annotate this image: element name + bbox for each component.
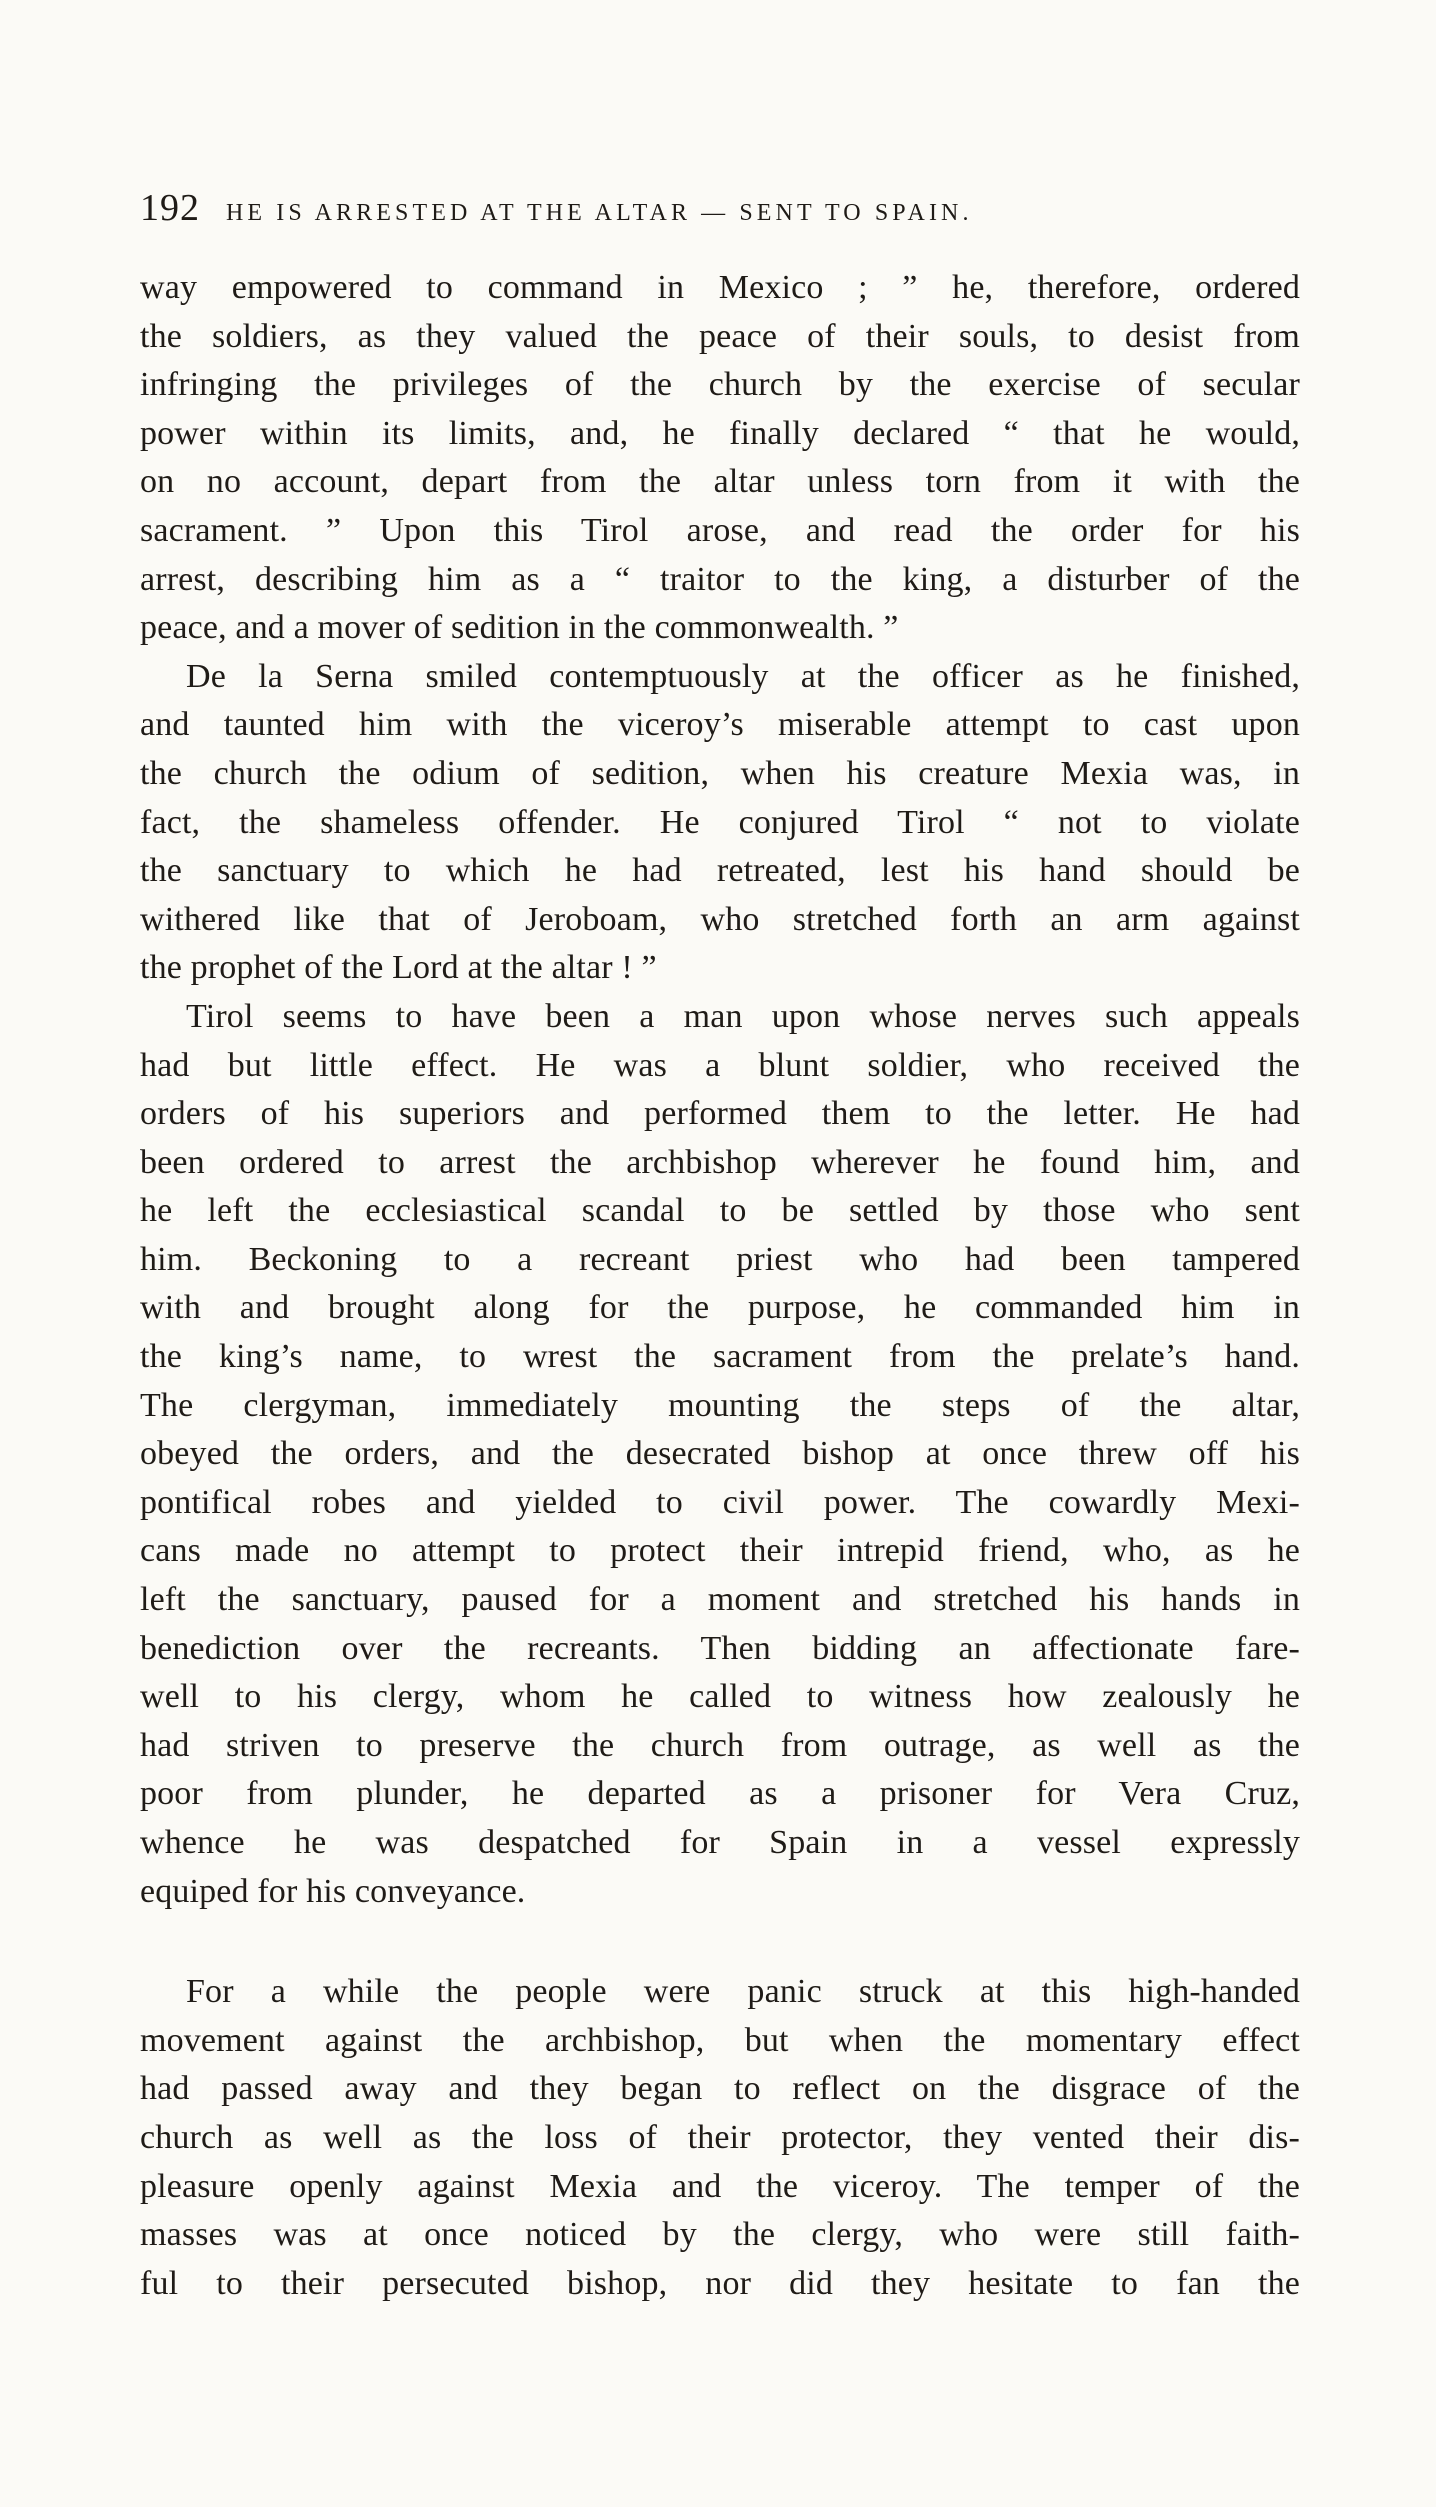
text-line: orders of his superiors and performed them to the letter. He had bbox=[140, 1095, 1300, 1133]
text-line: masses was at once noticed by the clergy, who were still faith- bbox=[140, 2216, 1300, 2254]
text-line: sacrament. ” Upon this Tirol arose, and read the order for his bbox=[140, 511, 1300, 549]
paragraph-3 bbox=[140, 993, 1300, 1916]
text-line: power within its limits, and, he finally declared “ that he would, bbox=[140, 414, 1300, 452]
text-line: he left the ecclesiastical scandal to be settled by those who sent bbox=[140, 1192, 1300, 1230]
text-line: poor from plunder, he departed as a prisoner for Vera Cruz, bbox=[140, 1775, 1300, 1813]
text-line: on no account, depart from the altar unless torn from it with the bbox=[140, 463, 1300, 501]
text-line: withered like that of Jeroboam, who stretched forth an arm against bbox=[140, 900, 1300, 938]
text-line: the soldiers, as they valued the peace of their souls, to desist from bbox=[140, 317, 1300, 355]
text-line: been ordered to arrest the archbishop wherever he found him, and bbox=[140, 1143, 1300, 1181]
text-line: him. Beckoning to a recreant priest who had been tampered bbox=[140, 1240, 1300, 1278]
running-head: HE IS ARRESTED AT THE ALTAR — SENT TO SPAIN. bbox=[226, 200, 973, 226]
page-header bbox=[140, 186, 1240, 236]
text-line: De la Serna smiled contemptuously at the officer as he finished, bbox=[186, 657, 1300, 695]
text-line: benediction over the recreants. Then bidding an affectionate fare- bbox=[140, 1629, 1300, 1667]
text-line: whence he was despatched for Spain in a vessel expressly bbox=[140, 1824, 1300, 1861]
text-line: the king’s name, to wrest the sacrament from the prelate’s hand. bbox=[140, 1338, 1300, 1376]
text-line: The clergyman, immediately mounting the steps of the altar, bbox=[140, 1386, 1300, 1424]
paragraph-4 bbox=[140, 1968, 1300, 2308]
text-line: the prophet of the Lord at the altar ! ” bbox=[140, 949, 657, 987]
paragraph-2 bbox=[140, 653, 1300, 993]
text-line: peace, and a mover of sedition in the commonwealth. ” bbox=[140, 609, 899, 647]
text-line: infringing the privileges of the church by the exercise of secular bbox=[140, 366, 1300, 404]
text-line: ful to their persecuted bishop, nor did they hesitate to fan the bbox=[140, 2264, 1300, 2302]
text-line: arrest, describing him as a “ traitor to the king, a disturber of the bbox=[140, 560, 1300, 598]
text-line: the sanctuary to which he had retreated, lest his hand should be bbox=[140, 852, 1300, 890]
text-line: pleasure openly against Mexia and the viceroy. The temper of the bbox=[140, 2167, 1300, 2205]
body-text bbox=[140, 264, 1300, 2308]
text-line: the church the odium of sedition, when his creature Mexia was, in bbox=[140, 754, 1300, 792]
text-line: had striven to preserve the church from outrage, as well as the bbox=[140, 1726, 1300, 1764]
text-line: church as well as the loss of their protector, they vented their dis- bbox=[140, 2118, 1300, 2156]
text-line: cans made no attempt to protect their intrepid friend, who, as he bbox=[140, 1532, 1300, 1570]
text-line: well to his clergy, whom he called to witness how zealously he bbox=[140, 1678, 1300, 1716]
text-line: pontifical robes and yielded to civil power. The cowardly Mexi- bbox=[140, 1483, 1300, 1521]
section-gap bbox=[140, 1916, 1300, 1968]
text-line: fact, the shameless offender. He conjured Tirol “ not to violate bbox=[140, 803, 1300, 841]
text-line: way empowered to command in Mexico ; ” he, therefore, ordered bbox=[140, 269, 1300, 306]
text-line: with and brought along for the purpose, he commanded him in bbox=[140, 1289, 1300, 1327]
paragraph-1 bbox=[140, 264, 1300, 653]
text-line: had passed away and they began to reflect on the disgrace of the bbox=[140, 2070, 1300, 2108]
text-line: left the sanctuary, paused for a moment and stretched his hands in bbox=[140, 1581, 1300, 1619]
text-line: Tirol seems to have been a man upon whose nerves such appeals bbox=[186, 997, 1300, 1035]
text-line: had but little effect. He was a blunt soldier, who received the bbox=[140, 1046, 1300, 1084]
text-line: equiped for his conveyance. bbox=[140, 1872, 526, 1910]
text-line: obeyed the orders, and the desecrated bishop at once threw off his bbox=[140, 1435, 1300, 1473]
text-line: For a while the people were panic struck at this high-handed bbox=[186, 1973, 1300, 2011]
text-line: movement against the archbishop, but when the momentary effect bbox=[140, 2021, 1300, 2059]
page-number: 192 bbox=[140, 187, 200, 229]
text-line: and taunted him with the viceroy’s miserable attempt to cast upon bbox=[140, 706, 1300, 744]
